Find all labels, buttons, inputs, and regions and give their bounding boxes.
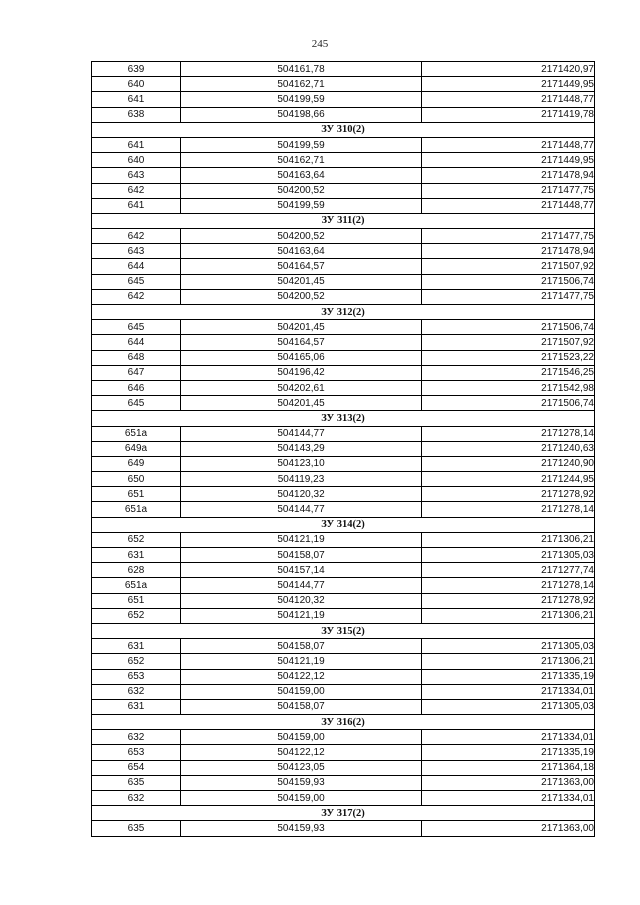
- point-number-cell: 643: [92, 244, 181, 259]
- x-coordinate-cell: 504165,06: [181, 350, 422, 365]
- y-coordinate-cell: 2171334,01: [422, 684, 595, 699]
- y-coordinate-cell: 2171278,14: [422, 426, 595, 441]
- table-row: [92, 229, 595, 244]
- x-coordinate-cell: 504144,77: [181, 426, 422, 441]
- point-number-cell: 638: [92, 107, 181, 122]
- table-row: [92, 456, 595, 471]
- y-coordinate-cell: 2171419,78: [422, 107, 595, 122]
- x-coordinate-cell: 504202,61: [181, 380, 422, 395]
- x-coordinate-cell: 504158,07: [181, 639, 422, 654]
- y-coordinate-cell: 2171363,00: [422, 821, 595, 836]
- x-coordinate-cell: 504201,45: [181, 320, 422, 335]
- x-coordinate-cell: 504121,19: [181, 532, 422, 547]
- table-row: [92, 699, 595, 714]
- y-coordinate-cell: 2171306,21: [422, 532, 595, 547]
- table-row: [92, 396, 595, 411]
- table-row: [92, 137, 595, 152]
- table-row: [92, 274, 595, 289]
- point-number-cell: 641: [92, 137, 181, 152]
- x-coordinate-cell: 504198,66: [181, 107, 422, 122]
- section-header-row: [92, 305, 595, 320]
- point-number-cell: 641: [92, 92, 181, 107]
- section-title: ЗУ 314(2): [92, 517, 595, 532]
- point-number-cell: 628: [92, 563, 181, 578]
- y-coordinate-cell: 2171506,74: [422, 274, 595, 289]
- x-coordinate-cell: 504199,59: [181, 137, 422, 152]
- y-coordinate-cell: 2171448,77: [422, 92, 595, 107]
- section-header-row: [92, 122, 595, 137]
- table-row: [92, 730, 595, 745]
- y-coordinate-cell: 2171277,74: [422, 563, 595, 578]
- table-row: [92, 487, 595, 502]
- table-row: [92, 775, 595, 790]
- y-coordinate-cell: 2171449,95: [422, 77, 595, 92]
- x-coordinate-cell: 504159,00: [181, 684, 422, 699]
- section-title: ЗУ 312(2): [92, 305, 595, 320]
- point-number-cell: 651а: [92, 502, 181, 517]
- point-number-cell: 639: [92, 62, 181, 77]
- x-coordinate-cell: 504159,00: [181, 791, 422, 806]
- point-number-cell: 653: [92, 745, 181, 760]
- x-coordinate-cell: 504200,52: [181, 183, 422, 198]
- x-coordinate-cell: 504162,71: [181, 77, 422, 92]
- y-coordinate-cell: 2171306,21: [422, 608, 595, 623]
- table-row: [92, 62, 595, 77]
- point-number-cell: 654: [92, 760, 181, 775]
- table-row: [92, 532, 595, 547]
- y-coordinate-cell: 2171240,90: [422, 456, 595, 471]
- x-coordinate-cell: 504143,29: [181, 441, 422, 456]
- y-coordinate-cell: 2171278,14: [422, 502, 595, 517]
- table-row: [92, 563, 595, 578]
- y-coordinate-cell: 2171334,01: [422, 791, 595, 806]
- point-number-cell: 631: [92, 699, 181, 714]
- x-coordinate-cell: 504161,78: [181, 62, 422, 77]
- x-coordinate-cell: 504163,64: [181, 244, 422, 259]
- point-number-cell: 644: [92, 259, 181, 274]
- y-coordinate-cell: 2171506,74: [422, 396, 595, 411]
- point-number-cell: 644: [92, 335, 181, 350]
- section-header-row: [92, 623, 595, 638]
- y-coordinate-cell: 2171278,92: [422, 593, 595, 608]
- point-number-cell: 631: [92, 548, 181, 563]
- x-coordinate-cell: 504144,77: [181, 502, 422, 517]
- section-header-row: [92, 517, 595, 532]
- point-number-cell: 649: [92, 456, 181, 471]
- point-number-cell: 640: [92, 77, 181, 92]
- y-coordinate-cell: 2171506,74: [422, 320, 595, 335]
- point-number-cell: 646: [92, 380, 181, 395]
- x-coordinate-cell: 504159,93: [181, 821, 422, 836]
- table-row: [92, 183, 595, 198]
- x-coordinate-cell: 504200,52: [181, 289, 422, 304]
- table-row: [92, 335, 595, 350]
- x-coordinate-cell: 504119,23: [181, 472, 422, 487]
- table-row: [92, 426, 595, 441]
- point-number-cell: 645: [92, 320, 181, 335]
- table-row: [92, 92, 595, 107]
- table-row: [92, 244, 595, 259]
- y-coordinate-cell: 2171363,00: [422, 775, 595, 790]
- table-row: [92, 593, 595, 608]
- point-number-cell: 648: [92, 350, 181, 365]
- section-header-row: [92, 806, 595, 821]
- y-coordinate-cell: 2171244,95: [422, 472, 595, 487]
- y-coordinate-cell: 2171478,94: [422, 244, 595, 259]
- point-number-cell: 651а: [92, 426, 181, 441]
- table-row: [92, 502, 595, 517]
- x-coordinate-cell: 504123,05: [181, 760, 422, 775]
- table-row: [92, 107, 595, 122]
- table-row: [92, 320, 595, 335]
- x-coordinate-cell: 504158,07: [181, 699, 422, 714]
- table-row: [92, 198, 595, 213]
- table-row: [92, 365, 595, 380]
- y-coordinate-cell: 2171477,75: [422, 229, 595, 244]
- y-coordinate-cell: 2171364,18: [422, 760, 595, 775]
- table-row: [92, 259, 595, 274]
- table-row: [92, 548, 595, 563]
- table-row: [92, 791, 595, 806]
- x-coordinate-cell: 504122,12: [181, 669, 422, 684]
- x-coordinate-cell: 504200,52: [181, 229, 422, 244]
- y-coordinate-cell: 2171523,22: [422, 350, 595, 365]
- x-coordinate-cell: 504199,59: [181, 198, 422, 213]
- table-row: [92, 350, 595, 365]
- y-coordinate-cell: 2171305,03: [422, 548, 595, 563]
- point-number-cell: 645: [92, 396, 181, 411]
- x-coordinate-cell: 504159,00: [181, 730, 422, 745]
- x-coordinate-cell: 504162,71: [181, 153, 422, 168]
- point-number-cell: 652: [92, 608, 181, 623]
- point-number-cell: 643: [92, 168, 181, 183]
- point-number-cell: 632: [92, 684, 181, 699]
- point-number-cell: 642: [92, 289, 181, 304]
- x-coordinate-cell: 504121,19: [181, 654, 422, 669]
- y-coordinate-cell: 2171449,95: [422, 153, 595, 168]
- x-coordinate-cell: 504120,32: [181, 593, 422, 608]
- table-row: [92, 77, 595, 92]
- table-row: [92, 669, 595, 684]
- y-coordinate-cell: 2171546,25: [422, 365, 595, 380]
- point-number-cell: 645: [92, 274, 181, 289]
- point-number-cell: 651а: [92, 578, 181, 593]
- y-coordinate-cell: 2171542,98: [422, 380, 595, 395]
- point-number-cell: 642: [92, 183, 181, 198]
- x-coordinate-cell: 504164,57: [181, 259, 422, 274]
- x-coordinate-cell: 504201,45: [181, 274, 422, 289]
- y-coordinate-cell: 2171306,21: [422, 654, 595, 669]
- table-row: [92, 639, 595, 654]
- point-number-cell: 647: [92, 365, 181, 380]
- table-row: [92, 441, 595, 456]
- section-title: ЗУ 310(2): [92, 122, 595, 137]
- y-coordinate-cell: 2171278,14: [422, 578, 595, 593]
- x-coordinate-cell: 504144,77: [181, 578, 422, 593]
- x-coordinate-cell: 504196,42: [181, 365, 422, 380]
- x-coordinate-cell: 504158,07: [181, 548, 422, 563]
- y-coordinate-cell: 2171478,94: [422, 168, 595, 183]
- point-number-cell: 632: [92, 730, 181, 745]
- x-coordinate-cell: 504164,57: [181, 335, 422, 350]
- section-title: ЗУ 317(2): [92, 806, 595, 821]
- x-coordinate-cell: 504199,59: [181, 92, 422, 107]
- table-row: [92, 608, 595, 623]
- section-title: ЗУ 311(2): [92, 213, 595, 228]
- y-coordinate-cell: 2171335,19: [422, 745, 595, 760]
- y-coordinate-cell: 2171507,92: [422, 335, 595, 350]
- table-row: [92, 745, 595, 760]
- coordinates-table: [91, 61, 595, 837]
- section-header-row: [92, 411, 595, 426]
- table-row: [92, 472, 595, 487]
- table-row: [92, 684, 595, 699]
- page-number: 245: [311, 38, 329, 50]
- y-coordinate-cell: 2171305,03: [422, 699, 595, 714]
- x-coordinate-cell: 504157,14: [181, 563, 422, 578]
- y-coordinate-cell: 2171477,75: [422, 183, 595, 198]
- point-number-cell: 631: [92, 639, 181, 654]
- y-coordinate-cell: 2171335,19: [422, 669, 595, 684]
- table-row: [92, 578, 595, 593]
- point-number-cell: 649а: [92, 441, 181, 456]
- point-number-cell: 653: [92, 669, 181, 684]
- section-title: ЗУ 315(2): [92, 623, 595, 638]
- x-coordinate-cell: 504159,93: [181, 775, 422, 790]
- y-coordinate-cell: 2171334,01: [422, 730, 595, 745]
- y-coordinate-cell: 2171477,75: [422, 289, 595, 304]
- x-coordinate-cell: 504122,12: [181, 745, 422, 760]
- point-number-cell: 651: [92, 593, 181, 608]
- point-number-cell: 640: [92, 153, 181, 168]
- section-header-row: [92, 715, 595, 730]
- point-number-cell: 652: [92, 532, 181, 547]
- x-coordinate-cell: 504163,64: [181, 168, 422, 183]
- section-title: ЗУ 316(2): [92, 715, 595, 730]
- x-coordinate-cell: 504120,32: [181, 487, 422, 502]
- y-coordinate-cell: 2171507,92: [422, 259, 595, 274]
- x-coordinate-cell: 504201,45: [181, 396, 422, 411]
- point-number-cell: 632: [92, 791, 181, 806]
- point-number-cell: 635: [92, 775, 181, 790]
- y-coordinate-cell: 2171240,63: [422, 441, 595, 456]
- y-coordinate-cell: 2171305,03: [422, 639, 595, 654]
- point-number-cell: 652: [92, 654, 181, 669]
- point-number-cell: 650: [92, 472, 181, 487]
- table-row: [92, 168, 595, 183]
- table-row: [92, 654, 595, 669]
- y-coordinate-cell: 2171448,77: [422, 198, 595, 213]
- table-row: [92, 289, 595, 304]
- section-header-row: [92, 213, 595, 228]
- table-row: [92, 153, 595, 168]
- section-title: ЗУ 313(2): [92, 411, 595, 426]
- x-coordinate-cell: 504121,19: [181, 608, 422, 623]
- y-coordinate-cell: 2171278,92: [422, 487, 595, 502]
- x-coordinate-cell: 504123,10: [181, 456, 422, 471]
- coordinates-table-body: [92, 62, 595, 837]
- point-number-cell: 642: [92, 229, 181, 244]
- y-coordinate-cell: 2171448,77: [422, 137, 595, 152]
- table-row: [92, 760, 595, 775]
- point-number-cell: 651: [92, 487, 181, 502]
- point-number-cell: 635: [92, 821, 181, 836]
- y-coordinate-cell: 2171420,97: [422, 62, 595, 77]
- point-number-cell: 641: [92, 198, 181, 213]
- table-row: [92, 380, 595, 395]
- table-row: [92, 821, 595, 836]
